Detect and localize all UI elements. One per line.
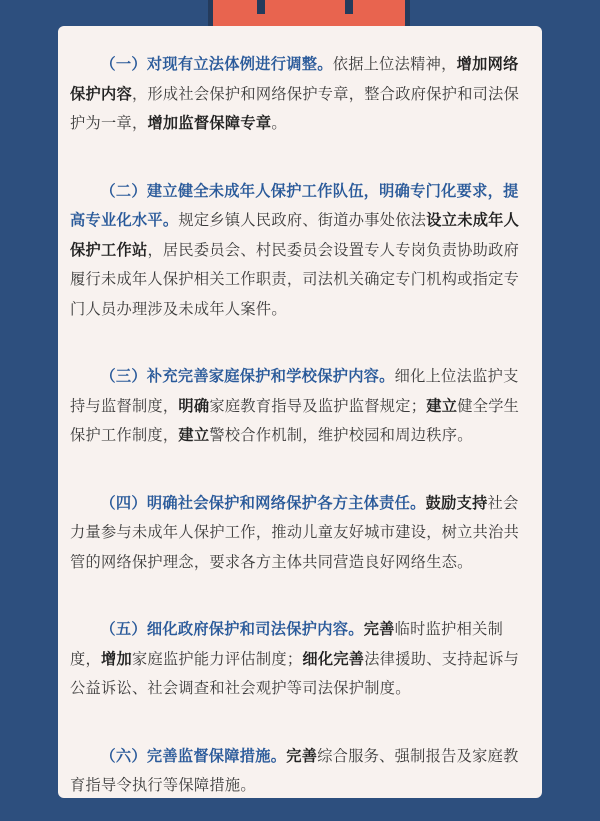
emphasis-text: 完善 [286,746,318,765]
section-paragraph [70,742,533,801]
text-run: 社会力量参与未成年人保护工作，推动儿童友好城市建设，树立共治共管的网络保护理念，要求各方主体共同营造良好网络生态。 [70,493,520,571]
emphasis-text: 鼓励支持 [425,493,488,512]
section-paragraph [70,177,533,325]
decoration-notch [257,0,265,14]
section-heading: （二）建立健全未成年人保护工作队伍，明确专门化要求，提高专业化水平。 [70,181,519,229]
section-heading: （六）完善监督保障措施。 [100,746,287,765]
section-paragraph [70,50,533,139]
emphasis-text: 增加 [100,649,132,668]
text-run: ，形成社会保护和网络保护专章，整合政府保护和司法保护为一章， [70,84,520,132]
text-run: 法律援助、支持起诉与公益诉讼、社会调查和社会观护等司法保护制度。 [70,649,520,697]
text-run: 规定乡镇人民政府、街道办事处依法 [178,211,427,229]
section-paragraph [70,362,533,451]
emphasis-text: 建立 [426,396,458,415]
section-heading: （三）补充完善家庭保护和学校保护内容。 [100,367,395,385]
emphasis-text: 建立 [178,426,210,444]
emphasis-text: 增加监督保障专章 [147,114,272,132]
text-run: 家庭监护能力评估制度； [131,649,303,668]
section-heading: （一）对现有立法体例进行调整。 [100,55,333,73]
text-run: 家庭教育指导及监护监督规定； [209,396,427,415]
section-heading: （五）细化政府保护和司法保护内容。 [100,620,364,638]
emphasis-text: 细化完善 [302,649,365,668]
text-run: ，居民委员会、村民委员会设置专人专岗负责协助政府履行未成年人保护相关工作职责，司法机关确定专门机构或指定专门人员办理涉及未成年人案件。 [70,240,520,318]
emphasis-text: 设立未成年人保护工作站 [70,211,520,259]
text-run: 健全学生保护工作制度， [70,396,520,444]
text-run: 细化上位法监护支持与监督制度， [70,367,519,415]
content-card [58,26,542,798]
section-paragraph [70,615,533,704]
emphasis-text: 增加网络保护内容 [70,55,519,103]
text-run: 警校合作机制，维护校园和周边秩序。 [209,426,473,444]
text-run: 临时监护相关制度， [70,620,504,668]
section-heading: （四）明确社会保护和网络保护各方主体责任。 [100,493,426,512]
emphasis-text: 明确 [178,396,210,415]
section-paragraph [70,489,533,578]
text-run: 综合服务、强制报告及家庭教育指导令执行等保障措施。 [70,746,519,794]
text-run: 依据上位法精神， [332,55,457,73]
decoration-notch [345,0,353,14]
text-run: 。 [271,114,287,132]
emphasis-text: 完善 [363,620,395,638]
